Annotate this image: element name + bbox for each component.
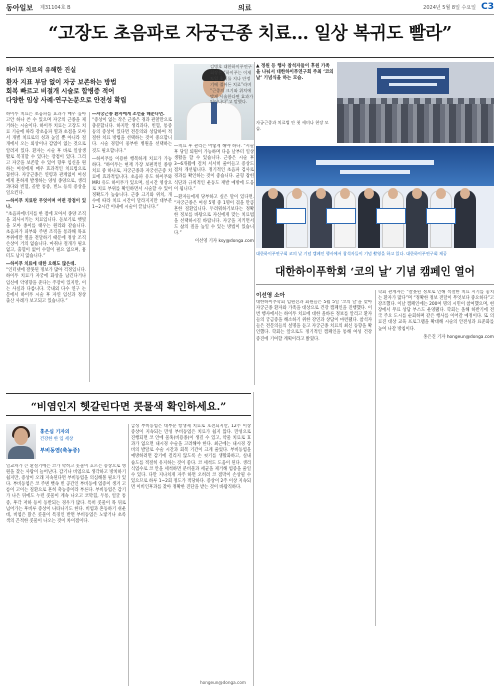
head-shape bbox=[14, 428, 28, 445]
award-board bbox=[376, 208, 406, 224]
body-paragraph: 학회 관계자는 “잘못된 정보로 인해 적절한 치료 시기를 놓치는 환자가 많다”며 “정확한 정보 전달이 무엇보다 중요하다”고 강조했다. 이날 캠페인에는 200여 명의 시민이 참여했으며, 현장에서 무료 상담 부스도 운영됐다. 학회는 올해 하반기에 전국 주요 도시를 순회하며 같은 행사를 이어갈 예정이다. 또 의료진 대상 교육 프로그램을 확대해 시술의 안전성과 표준화를 높여 나갈 방침이다. bbox=[378, 290, 494, 332]
article-column-3 bbox=[174, 144, 254, 384]
face-shape bbox=[436, 188, 446, 199]
projection-screen bbox=[377, 68, 449, 94]
paper-name: 동아일보 bbox=[6, 4, 34, 12]
column-topic: 부비동염(축농증) bbox=[40, 448, 80, 454]
ceremony-caption: 대한하이푸연구회 코의 날 기념 캠페인 행사에서 참석자들이 기념 촬영을 하고 있다. 대한하이푸연구회 제공 bbox=[256, 251, 447, 256]
photo-caption-small: 자궁근종과 치료법 안 첫 세미나 현장 모습. bbox=[256, 120, 329, 131]
publication-date: 2024년 5월 8일 수요일 bbox=[423, 5, 476, 11]
column-divider bbox=[375, 290, 376, 626]
article2-byline: 이선영 소아 bbox=[256, 293, 285, 299]
body-paragraph: 대한하이푸학회 임원진과 회원들은 5월 5일 ‘코의 날’을 맞아 자궁근종 환자와 가족을 대상으로 건강 캠페인을 진행했다. 이번 행사에서는 하이푸 치료에 대한 올바른 정보를 알리고 환자들의 궁금증을 해소하기 위한 강연과 상담이 마련됐다. 참석자들은 전문의들의 설명을 듣고 자궁근종 치료의 최신 동향을 확인했다. 학회는 앞으로도 정기적인 캠페인을 통해 여성 건강 증진에 기여할 계획이라고 밝혔다. bbox=[256, 300, 372, 342]
column-divider bbox=[128, 424, 129, 686]
body-shape bbox=[8, 446, 34, 459]
interview-answer: “초음파에너지를 한 점에 모아서 종양 조직을 괴사시키는 치료입니다. 돋보기로 햇빛을 모아 종이를 태우는 원리와 같습니다. 초음파가 피부와 주변 조직을 통과해 목표 부위에만 열을 전달하기 때문에 정상 조직 손상이 거의 없습니다. 마취나 절개가 필요 없고, 출혈이 없어 수혈이 필요 없으며, 흉터도 남지 않습니다.” bbox=[6, 211, 86, 260]
deck-line: 환자 지표 부담 없이 자궁 보존하는 방법 bbox=[6, 79, 117, 86]
column-body-1 bbox=[6, 464, 126, 686]
masthead bbox=[6, 3, 494, 15]
body-paragraph: 하이푸 치료는 초음파를 효과가 매우 높아 고안 하나 쓴 수 있으며 자궁의 근종을 제거하는 시술이다. 하이푸 치료는 고장도 치료 기술에 따라 강초음파 열과 초점을 모아서 개별 치료로의 성과 높일 뿐 아니라 절개에서 오는 외상이나 감염이 없는 것으로 알려져 있다. 환자는 시술 후 바로 일상생활로 복귀할 수 있다는 장점이 있다. 그리고 자궁을 보존할 수 있어 향후 임신을 원하는 여성에게 매우 효과적인 치료법으로 꼽힌다. 자궁근종은 연령과 관계없이 여성에게 흔하게 발생하는 양성 종양으로, 생리과다와 빈혈, 골반 통증, 빈뇨 등의 증상을 일으킨다. bbox=[6, 112, 86, 197]
deck-line: 다양한 임상 사례·연구논문으로 안전성 확립 bbox=[6, 97, 127, 105]
article-column-1 bbox=[6, 112, 86, 384]
interview-answer: “인터넷에 잘못된 정보가 많아 걱정입니다. 하이푸 치료가 자궁에 화상을 남긴다거나 임신에 악영향을 준다는 주장이 있지만, 이는 사실과 다릅니다. 국내외 다수 연구 논문에서 하이푸 시술 후 자연 임신과 정상 출산 사례가 보고되고 있습니다.” bbox=[6, 268, 86, 304]
columnist-name: 홍은심 기자의 bbox=[40, 430, 70, 435]
article2-column-2 bbox=[378, 290, 494, 620]
reporter-credit: 홍은진 기자 hongeun@donga.com bbox=[423, 334, 494, 340]
ceremony-banner bbox=[256, 146, 494, 186]
article-column-2 bbox=[92, 112, 172, 384]
interview-answer: “증상이 없는 작은 근종은 경과 관찰만으로 충분합니다. 하지만 생리과다, 빈혈, 통증 등의 증상이 있다면 전문의와 상담하여 적절한 치료 방법을 선택하는 것이 중요합니다. 시술 경험이 풍부한 병원을 선택하는 것도 필요합니다.” bbox=[92, 118, 172, 154]
interview-question: ―자궁근종 환자에게 조언을 해준다면. bbox=[92, 112, 165, 117]
issue-number: 제31104호 B bbox=[40, 5, 71, 11]
headline-rule bbox=[6, 57, 494, 58]
face-shape bbox=[412, 188, 422, 199]
column-divider bbox=[253, 392, 254, 686]
article-deck bbox=[6, 78, 171, 106]
body-paragraph: 급성 부비동염은 대부분 항생제 치료로 호전되지만, 12주 이상 증상이 지속되는 만성 부비동염은 치료가 쉽지 않다. 만성으로 진행되면 코 안에 물혹(비용종)이 생길 수 있고, 약물 치료로 효과가 없으면 내시경 수술을 고려해야 한다. 최근에는 내시경 장비의 발달로 수술 시간과 회복 기간이 크게 줄었다. 부비동염을 예방하려면 감기에 걸리지 않도록 손 씻기를 생활화하고, 실내 습도를 적절히 유지하는 것이 좋다. 코 세척도 도움이 된다. 생리식염수로 코 안을 세척하면 분비물과 세균을 제거해 염증을 줄일 수 있다. 다만 지나치게 자주 하면 오히려 코 점막이 손상될 수 있으므로 하루 1~2회 정도가 적당하다. 증상이 2주 이상 지속되면 이비인후과를 찾아 정확한 진단을 받는 것이 바람직하다. bbox=[131, 424, 251, 490]
face-shape bbox=[268, 188, 278, 199]
banner-text-line bbox=[316, 160, 434, 165]
body-paragraph: ―환자들에게 당부하고 싶은 말이 있다면. “자궁근종은 여성 5명 중 1명이 겪을 만큼 흔한 질환입니다. 두려워하기보다는 정확한 정보를 바탕으로 자신에게 맞는 치료법을 선택하시길 바랍니다. 자궁을 지키면서도 삶의 질을 높일 수 있는 방법이 있습니다.” bbox=[174, 194, 254, 237]
screen-text-line bbox=[381, 76, 445, 79]
body-paragraph: 일교차가 큰 환절기에는 코가 막히고 콧물이 흐르는 증상으로 병원을 찾는 사람이 늘어난다. 감기나 비염으로 생각하고 방치하기 쉽지만, 증상이 오래 지속된다면 부비동염을 의심해볼 필요가 있다. 부비동염은 코 주변 뼛속 빈 공간인 부비동에 염증이 생겨 고름이 고이는 질환으로 흔히 축농증이라 부른다. 부비동염은 감기가 나은 뒤에도 누런 콧물이 계속 나오고 코막힘, 두통, 얼굴 통증, 후각 저하 등이 동반되는 경우가 많다. 특히 콧물이 목 뒤로 넘어가는 후비루 증상이 나타나기도 한다. 비염과 혼동하기 쉬운데, 비염은 맑은 콧물이 특징인 반면 부비동염은 노랗거나 초록색의 끈적한 콧물이 나오는 것이 차이점이다. bbox=[6, 464, 126, 524]
award-board bbox=[276, 208, 306, 224]
face-shape bbox=[364, 188, 374, 199]
article2-column-1 bbox=[256, 300, 372, 622]
screen-text-line bbox=[389, 83, 437, 86]
column-divider bbox=[254, 62, 255, 385]
ceremony-photo bbox=[256, 146, 494, 248]
columnist-photo bbox=[6, 424, 36, 459]
column-credit: hongeun@donga.com bbox=[200, 680, 246, 685]
column-quote-box bbox=[6, 393, 251, 416]
column-title: 건강한 한 입 세상 bbox=[40, 437, 74, 442]
reporter-credit: 이선영 기자 ksy@donga.com bbox=[194, 239, 254, 245]
column-quote: “비염인지 헷갈린다면 콧물색 확인하세요.” bbox=[30, 401, 227, 413]
deck-line: 회복 빠르고 비절개 시술로 합병증 적어 bbox=[6, 88, 115, 96]
article-kicker: 하이푸 치료의 유해한 진실 bbox=[6, 67, 77, 74]
main-headline: “고장도 초음파로 자궁근종 치료… 일상 복귀도 빨라” bbox=[48, 24, 452, 44]
face-shape bbox=[316, 188, 326, 199]
seminar-photo bbox=[337, 62, 494, 143]
face-shape bbox=[292, 188, 302, 199]
audience-crowd bbox=[337, 104, 494, 143]
face-shape bbox=[460, 188, 470, 199]
face-shape bbox=[388, 188, 398, 199]
page-number: C3 bbox=[481, 2, 494, 12]
column-divider bbox=[89, 112, 90, 382]
photo-caption-bold: ▲ 정원 등 행사 참석자들이 후원 가족을 나눠서 대한하이푸연구회 주최 ‘코의 날’ 기념식을 하는 모습. bbox=[256, 64, 334, 82]
banner-text-line bbox=[340, 170, 410, 174]
article2-headline: 대한하이푸학회 ‘코의 날’ 기념 캠페인 열어 bbox=[275, 266, 475, 278]
award-board bbox=[326, 208, 356, 224]
photo-caption: 김병호 대한하이푸연구회장은 “하이푸는 이제 도입 초기를 지나 안정기에 접어든 치료”라며 “근종의 크기와 위치에 맞게 시술한다면 효과가 뛰어나다”고 말했다. bbox=[210, 64, 254, 105]
interview-question: ―하이푸 치료란 무엇이며 어떤 장점이 있나. bbox=[6, 199, 86, 211]
body-paragraph: ―하이푸를 이용한 행복하게 치료가 가능하다. “하이푸는 현재 가장 보편적인 종양 치료 중 하나로, 자궁근종과 자궁선근증 치료에 효과적입니다. 초음파 유도 하이푸와 MRI 유도 하이푸가 있으며, 실시간 영상으로 치료 부위를 확인하면서 시술할 수 있어 정확도가 높습니다. 근종 크기와 위치, 개수에 따라 치료 시간이 달라지지만 대부분 1~2시간 이내에 시술이 끝납니다.” bbox=[92, 156, 172, 211]
face-shape bbox=[340, 188, 350, 199]
article2-rule bbox=[256, 284, 494, 285]
award-board bbox=[426, 208, 456, 224]
body-paragraph: ―치료 후 관리는 어떻게 해야 하나. “시술 후 당일 퇴원이 가능하며 다음 날부터 일상생활을 할 수 있습니다. 근종은 시술 후 3~6개월에 걸쳐 서서히 줄어들고 증상도 점차 개선됩니다. 정기적인 초음파 검사로 경과를 확인하는 것이 좋습니다. 균형 잡힌 식단과 규칙적인 운동도 재발 예방에 도움이 됩니다.” bbox=[174, 144, 254, 192]
section-name: 의료 bbox=[238, 4, 252, 12]
column-body-2 bbox=[131, 424, 251, 680]
interview-question: ―하이푸 치료에 대한 오해도 많은데. bbox=[6, 262, 77, 268]
